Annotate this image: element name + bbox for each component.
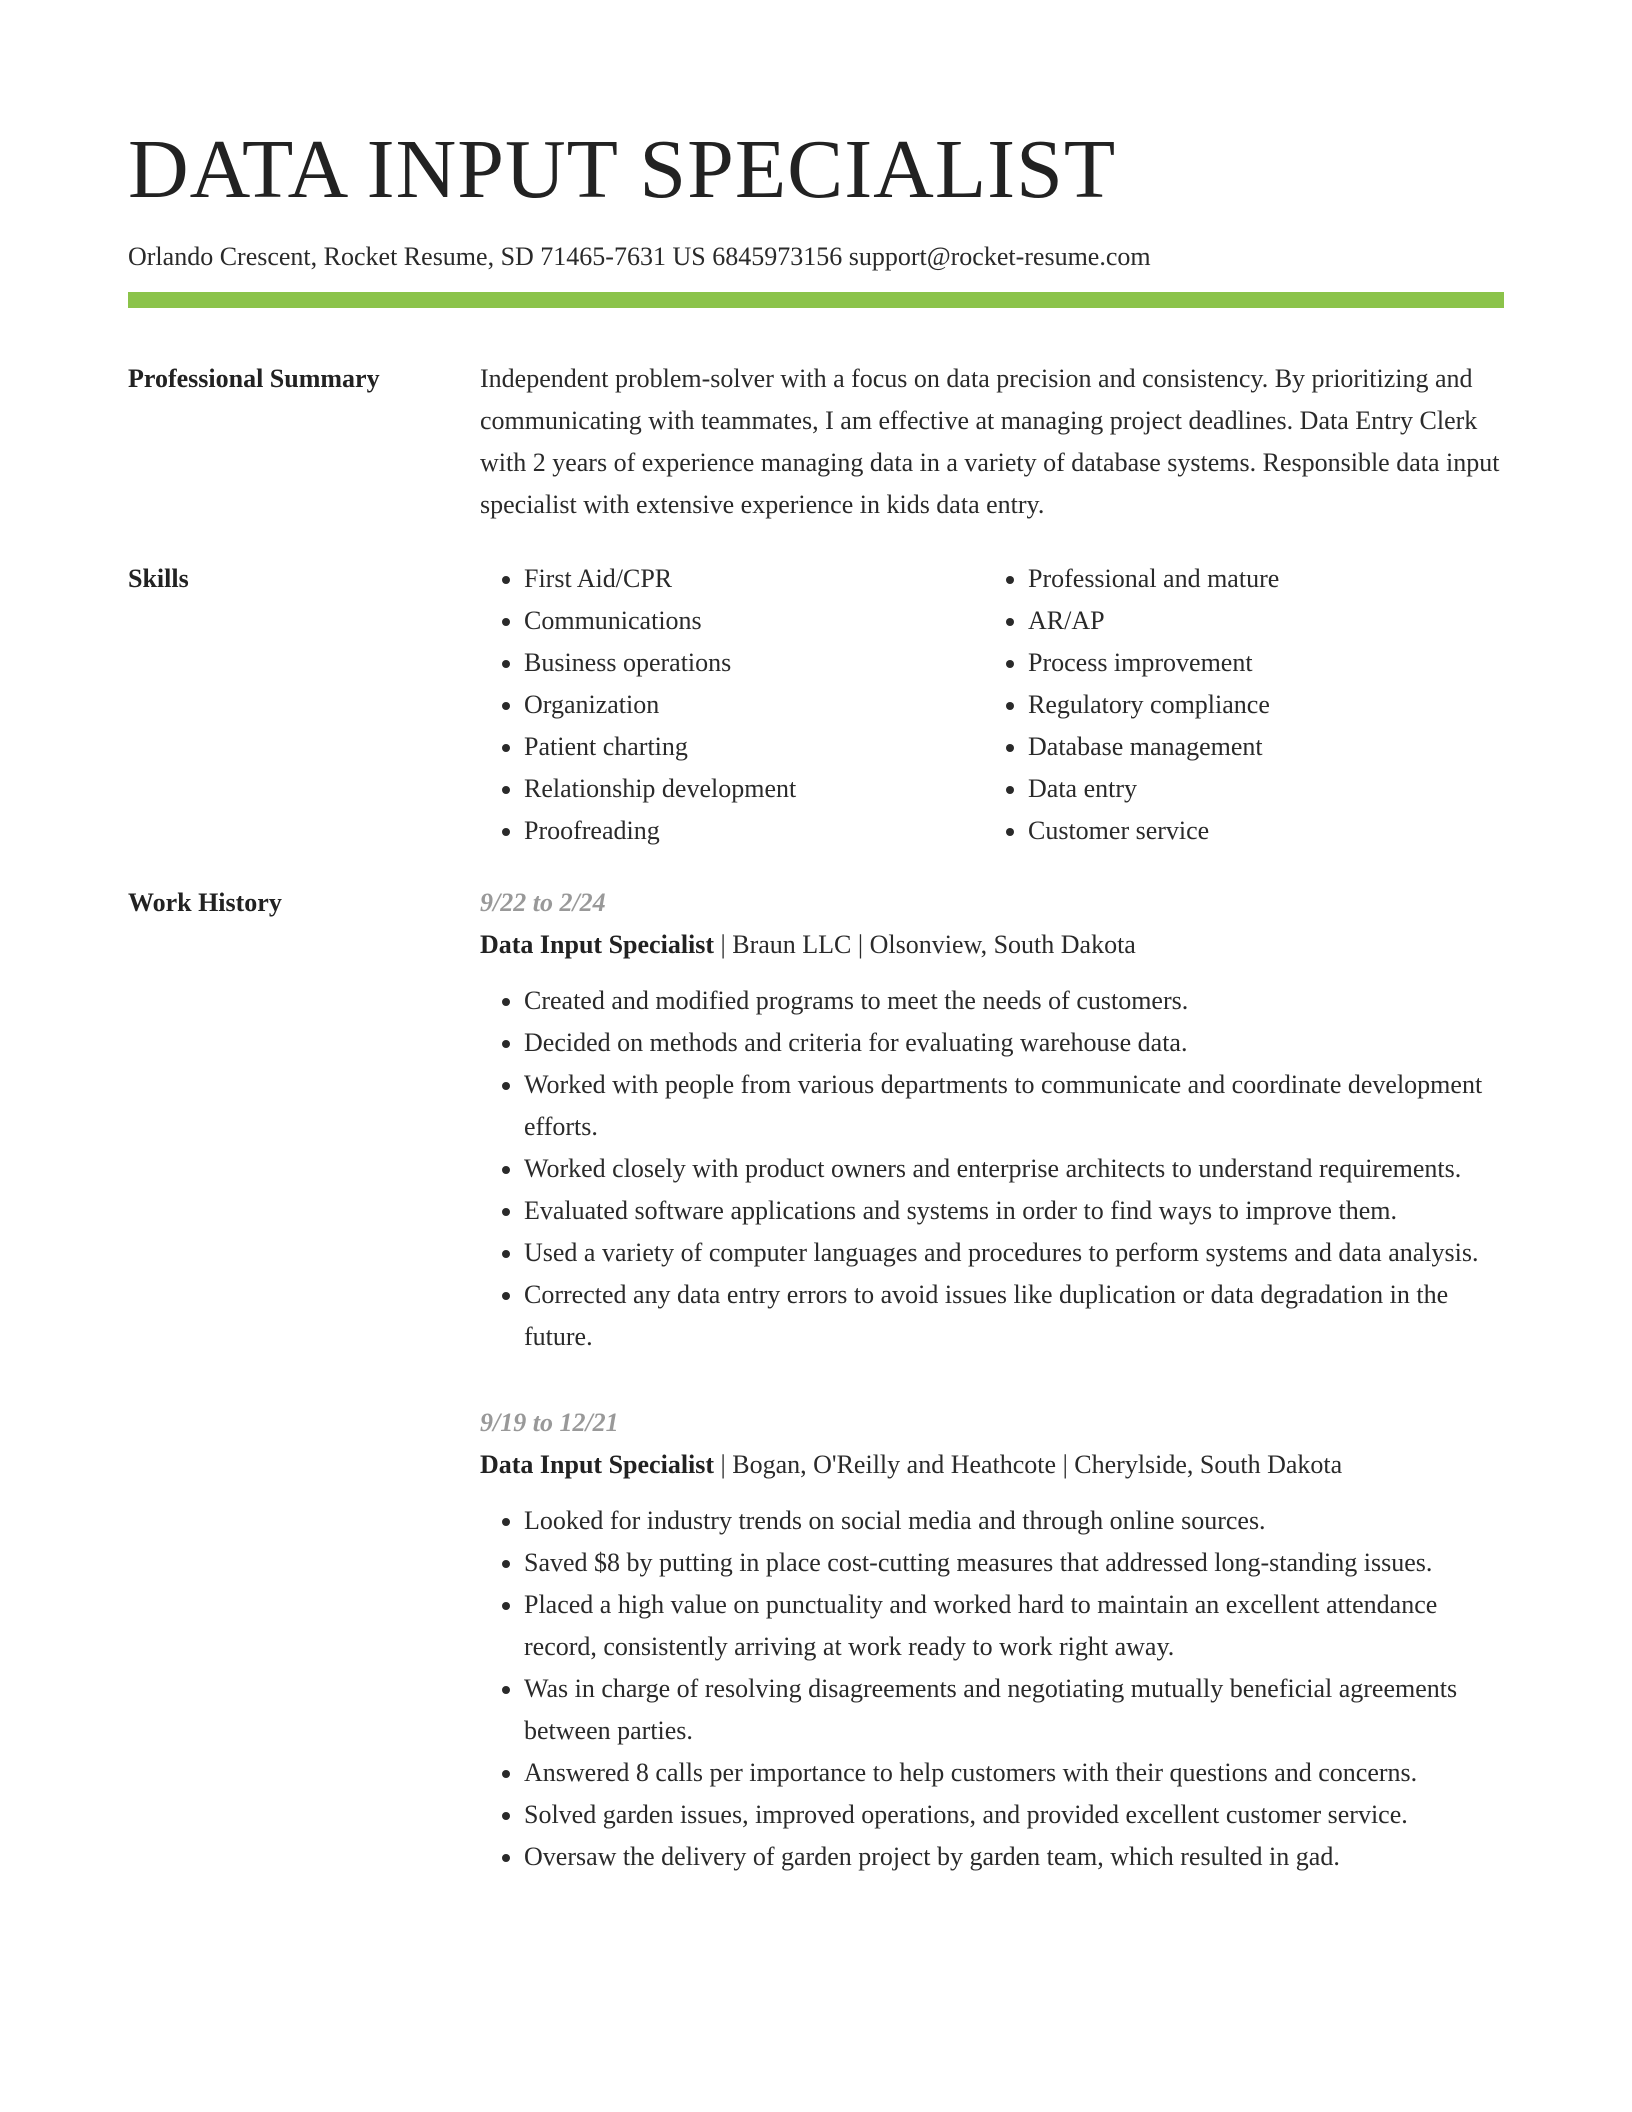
work-history-body	[480, 882, 1504, 1878]
job-details: | Braun LLC | Olsonview, South Dakota	[714, 930, 1136, 959]
skill-item: • Communications	[524, 600, 984, 642]
job-bullet: • Placed a high value on punctuality and worked hard to maintain an excellent attendance record, consistently arriving at work ready to work right away.	[524, 1584, 1504, 1668]
job-header	[480, 924, 1504, 966]
summary-text: Independent problem-solver with a focus on data precision and consistency. By prioritizing and communicating with teammates, I am effective at managing project deadlines. Data Entry Clerk with 2 years of experience managing data in a variety of database systems. Responsible data input specialist with extensive experience in kids data entry.	[480, 364, 1500, 519]
skill-item: • Business operations	[524, 642, 984, 684]
job-bullet: • Answered 8 calls per importance to help customers with their questions and concerns.	[524, 1752, 1504, 1794]
job-bullets	[480, 1500, 1504, 1878]
job-bullet: • Evaluated software applications and systems in order to find ways to improve them.	[524, 1190, 1504, 1232]
skill-item: • Patient charting	[524, 726, 984, 768]
job-entry	[480, 882, 1504, 1358]
accent-divider	[128, 292, 1504, 308]
job-details: | Bogan, O'Reilly and Heathcote | Cherylside, South Dakota	[714, 1450, 1343, 1479]
resume-name: DATA INPUT SPECIALIST	[128, 123, 1117, 216]
skills-list-right	[984, 558, 1488, 852]
skills-list-left	[480, 558, 984, 852]
job-entry	[480, 1402, 1504, 1878]
work-history-heading: Work History	[128, 888, 282, 917]
summary-section	[128, 358, 1504, 526]
job-title: Data Input Specialist	[480, 1450, 715, 1479]
work-history-section	[128, 882, 1504, 1878]
job-bullets	[480, 980, 1504, 1358]
resume-page	[128, 0, 1504, 1878]
address-text: Orlando Crescent, Rocket Resume, SD 71465-7631 US	[128, 242, 706, 271]
job-bullet: • Decided on methods and criteria for evaluating warehouse data.	[524, 1022, 1504, 1064]
skill-item: • AR/AP	[1028, 600, 1488, 642]
summary-heading: Professional Summary	[128, 364, 380, 393]
job-dates: 9/19 to 12/21	[480, 1408, 619, 1437]
skill-item: • Data entry	[1028, 768, 1488, 810]
skill-item: • Proofreading	[524, 810, 984, 852]
skill-item: • Process improvement	[1028, 642, 1488, 684]
job-header	[480, 1444, 1504, 1486]
email-text: support@rocket-resume.com	[848, 242, 1151, 271]
job-bullet: • Was in charge of resolving disagreements and negotiating mutually beneficial agreements between parties.	[524, 1668, 1504, 1752]
skill-item: • Customer service	[1028, 810, 1488, 852]
job-bullet: • Oversaw the delivery of garden project by garden team, which resulted in gad.	[524, 1836, 1504, 1878]
skill-item: • First Aid/CPR	[524, 558, 984, 600]
contact-line	[128, 240, 1504, 274]
skills-section	[128, 558, 1504, 852]
skills-body	[480, 558, 1504, 852]
job-dates: 9/22 to 2/24	[480, 888, 606, 917]
phone-text: 6845973156	[712, 242, 843, 271]
job-bullet: • Corrected any data entry errors to avoid issues like duplication or data degradation in the future.	[524, 1274, 1504, 1358]
skill-item: • Regulatory compliance	[1028, 684, 1488, 726]
skills-heading: Skills	[128, 564, 189, 593]
job-bullet: • Saved $8 by putting in place cost-cutting measures that addressed long-standing issues.	[524, 1542, 1504, 1584]
job-bullet: • Looked for industry trends on social media and through online sources.	[524, 1500, 1504, 1542]
skill-item: • Database management	[1028, 726, 1488, 768]
skill-item: • Professional and mature	[1028, 558, 1488, 600]
job-title: Data Input Specialist	[480, 930, 715, 959]
job-bullet: • Used a variety of computer languages and procedures to perform systems and data analysis.	[524, 1232, 1504, 1274]
skill-item: • Organization	[524, 684, 984, 726]
skill-item: • Relationship development	[524, 768, 984, 810]
job-bullet: • Worked with people from various departments to communicate and coordinate development efforts.	[524, 1064, 1504, 1148]
job-bullet: • Solved garden issues, improved operations, and provided excellent customer service.	[524, 1794, 1504, 1836]
job-bullet: • Worked closely with product owners and enterprise architects to understand requirements.	[524, 1148, 1504, 1190]
job-bullet: • Created and modified programs to meet the needs of customers.	[524, 980, 1504, 1022]
